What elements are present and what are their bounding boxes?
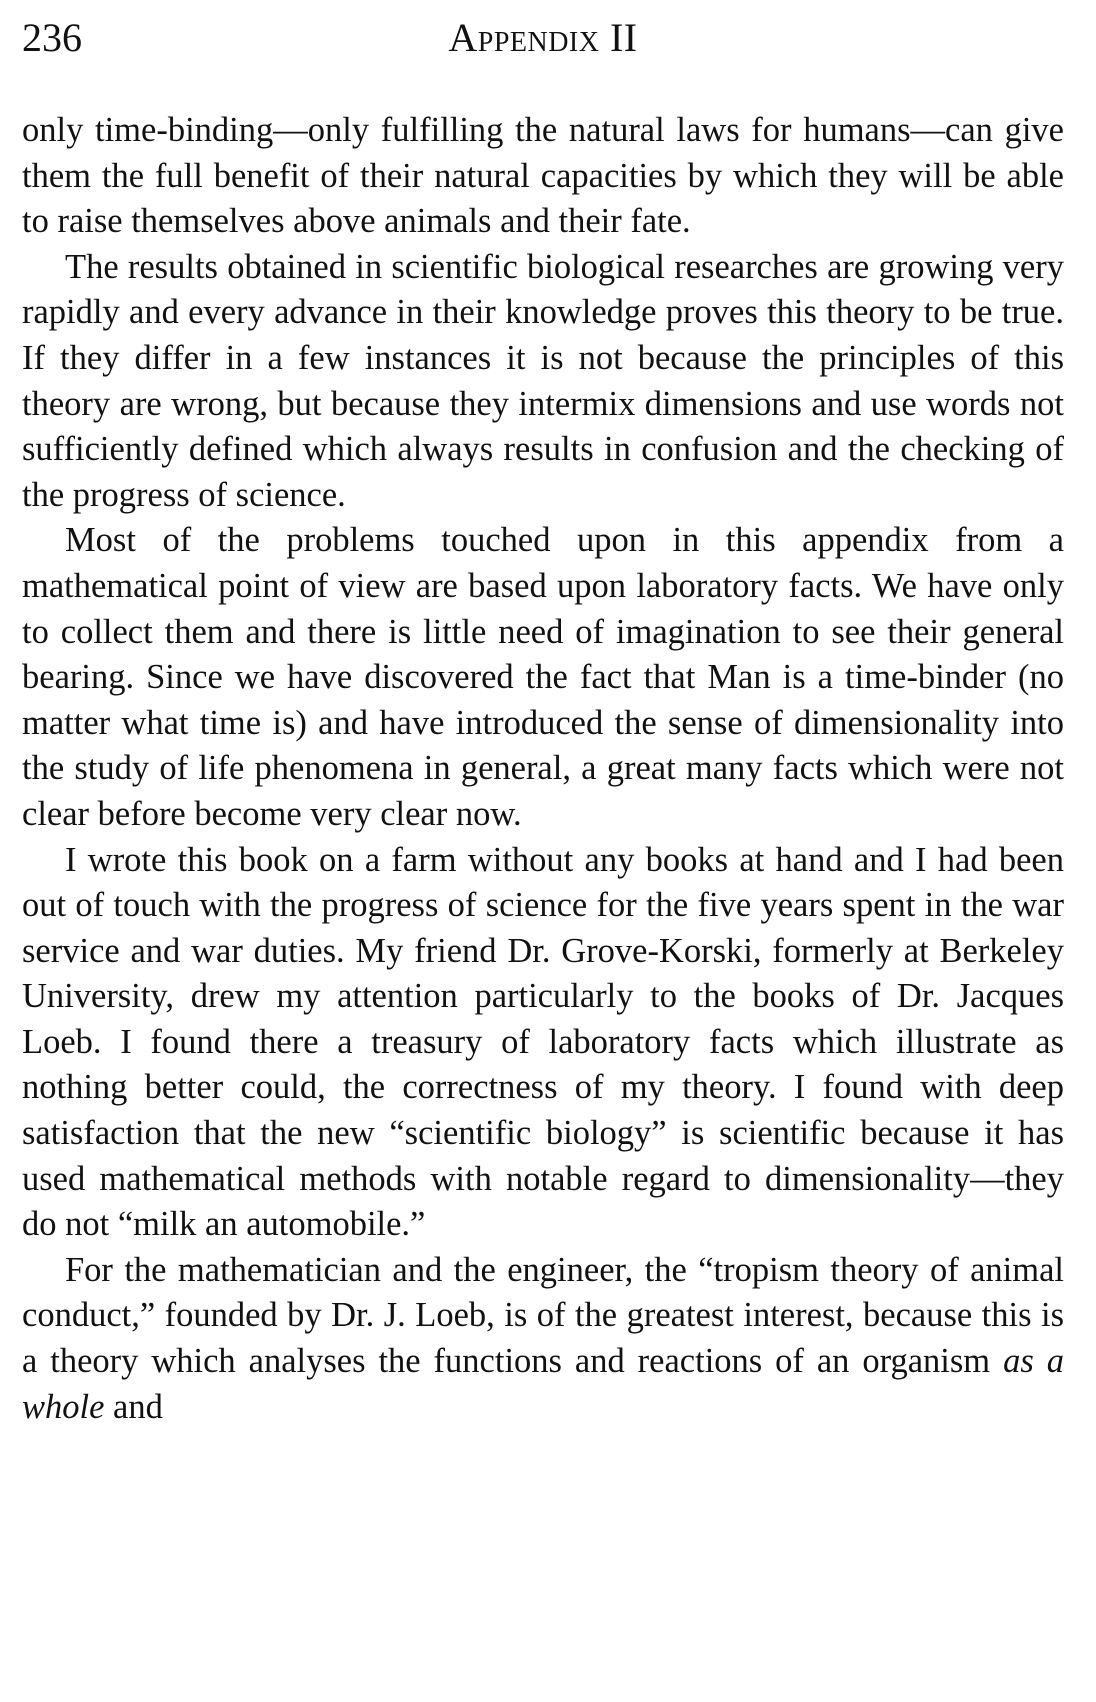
paragraph-text-before: For the mathematician and the engineer, the “tropism theory of animal conduct,” founded by Dr. J. Loeb, is of the greatest interest, because this is a theory which analyses the functions and reactions of an organism xyxy=(22,1250,1064,1381)
italic-emphasis: as a whole xyxy=(22,1342,1064,1426)
paragraph-tropism xyxy=(22,1248,1064,1430)
paragraph: Most of the problems touched upon in this appendix from a mathematical point of view are based upon laboratory facts. We have only to collect them and there is little need of imagination to see their general bearing. Since we have discovered the fact that Man is a time-binder (no matter what time is) and have introduced the sense of dimensionality into the study of life phenomena in general, a great many facts which were not clear before become very clear now. xyxy=(22,521,1064,833)
paragraph-continued: only time-binding—only fulfilling the natural laws for humans—can give them the full benefit of their natural capacities by which they will be able to raise themselves above animals and their fate. xyxy=(22,111,1064,241)
paragraph: I wrote this book on a farm without any books at hand and I had been out of touch with the progress of science for the five years spent in the war service and war duties. My friend Dr. Grove-Korski, formerly at Berkeley University, drew my attention particularly to the books of Dr. Jacques Loeb. I found there a treasury of laboratory facts which illustrate as nothing better could, the correctness of my theory. I found with deep satisfaction that the new “scientific biology” is scientific because it has used mathematical methods with notable regard to dimensionality—they do not “milk an automobile.” xyxy=(22,840,1064,1244)
page-number: 236 xyxy=(22,15,82,60)
page-header xyxy=(22,0,1064,88)
body-text xyxy=(22,108,1064,1430)
paragraph-text-after: and xyxy=(104,1387,163,1426)
book-page xyxy=(22,0,1064,1702)
running-head: Appendix II xyxy=(448,15,638,60)
paragraph: The results obtained in scientific biological researches are growing very rapidly and every advance in their knowledge proves this theory to be true. If they differ in a few instances it is not because the principles of this theory are wrong, but because they intermix dimensions and use words not sufficiently defined which always results in confusion and the checking of the progress of science. xyxy=(22,247,1064,514)
